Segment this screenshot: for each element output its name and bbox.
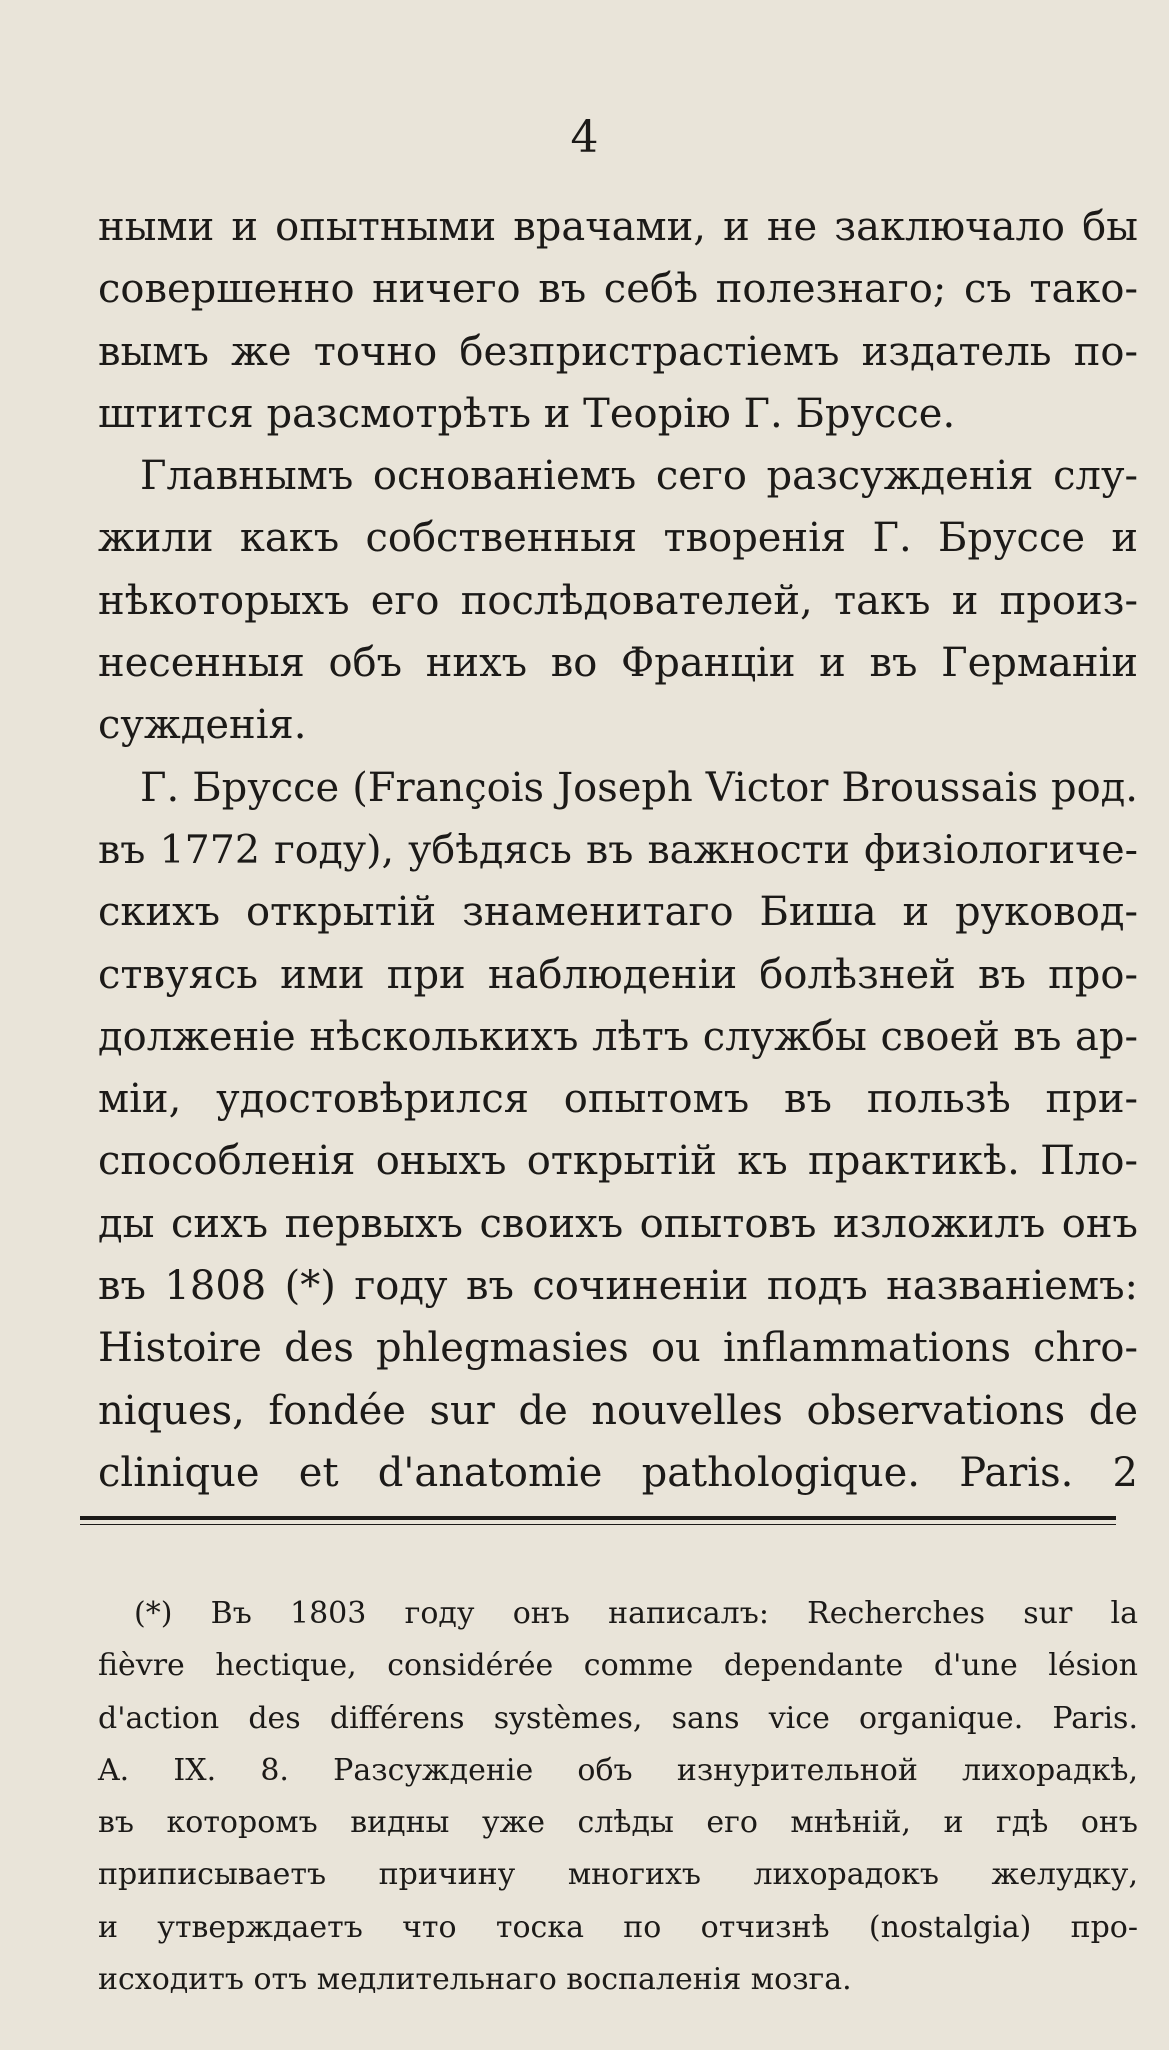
page-number: 4	[570, 112, 599, 163]
footnote-line: d'action des différens systèmes, sans vice organique. Paris.	[98, 1700, 1138, 1736]
footnote-line: (*) Въ 1803 году онъ написалъ: Recherches sur la	[134, 1596, 1138, 1631]
text-line: niques, fondée sur de nouvelles observations de	[98, 1387, 1138, 1434]
text-line: ствуясь ими при наблюденіи болѣзней въ про-	[98, 951, 1138, 998]
text-line: міи, удостовѣрился опытомъ въ пользѣ при-	[98, 1076, 1138, 1123]
text-line: скихъ открытій знаменитаго Биша и руковод-	[98, 889, 1138, 936]
text-line: способленія оныхъ открытій къ практикѣ. Пло-	[98, 1138, 1138, 1185]
footnote-line: A. IX. 8. Разсужденіе объ изнурительной лихорадкѣ,	[98, 1752, 1138, 1788]
text-line: въ 1808 (*) году въ сочиненіи подъ названіемъ:	[98, 1263, 1138, 1310]
text-line: ными и опытными врачами, и не заключало бы	[98, 204, 1138, 250]
text-line: несенныя объ нихъ во Франціи и въ Германіи	[98, 640, 1138, 687]
main-text	[98, 196, 1138, 1504]
footnote-divider-thin	[80, 1524, 1116, 1525]
text-line: ды сихъ первыхъ своихъ опытовъ изложилъ онъ	[98, 1200, 1138, 1247]
text-line: clinique et d'anatomie pathologique. Paris. 2	[98, 1449, 1138, 1496]
footnote-line: fièvre hectique, considérée comme dependante d'une lésion	[98, 1648, 1138, 1684]
footnote-line: и утверждаетъ что тоска по отчизнѣ (nostalgia) про-	[98, 1909, 1138, 1945]
text-line: совершенно ничего въ себѣ полезнаго; съ тако-	[98, 266, 1138, 313]
text-line: нѣкоторыхъ его послѣдователей, такъ и произ-	[98, 577, 1138, 624]
text-line: долженіе нѣсколькихъ лѣтъ службы своей въ ар-	[98, 1013, 1138, 1060]
footnote-line: приписываетъ причину многихъ лихорадокъ желудку,	[98, 1857, 1138, 1893]
text-line: вымъ же точно безпристрастіемъ издатель по-	[98, 328, 1138, 375]
footnote-divider	[80, 1516, 1116, 1520]
footnote-line: исходитъ отъ медлительнаго воспаленія мозга.	[98, 1962, 852, 1998]
footnote	[98, 1588, 1138, 2006]
text-line: въ 1772 году), убѣдясь въ важности физіологиче-	[98, 826, 1138, 873]
footnote-line: въ которомъ видны уже слѣды его мнѣній, и гдѣ онъ	[98, 1805, 1138, 1841]
text-line: Histoire des phlegmasies ou inflammations chro-	[98, 1325, 1138, 1372]
text-line: Г. Бруссе (François Joseph Victor Broussais род.	[140, 764, 1138, 811]
text-line: сужденія.	[98, 702, 307, 749]
text-line: Главнымъ основаніемъ сего разсужденія слу-	[140, 453, 1138, 500]
text-line: штится разсмотрѣть и Теорію Г. Бруссе.	[98, 390, 956, 437]
text-line: жили какъ собственныя творенія Г. Бруссе и	[98, 515, 1138, 562]
